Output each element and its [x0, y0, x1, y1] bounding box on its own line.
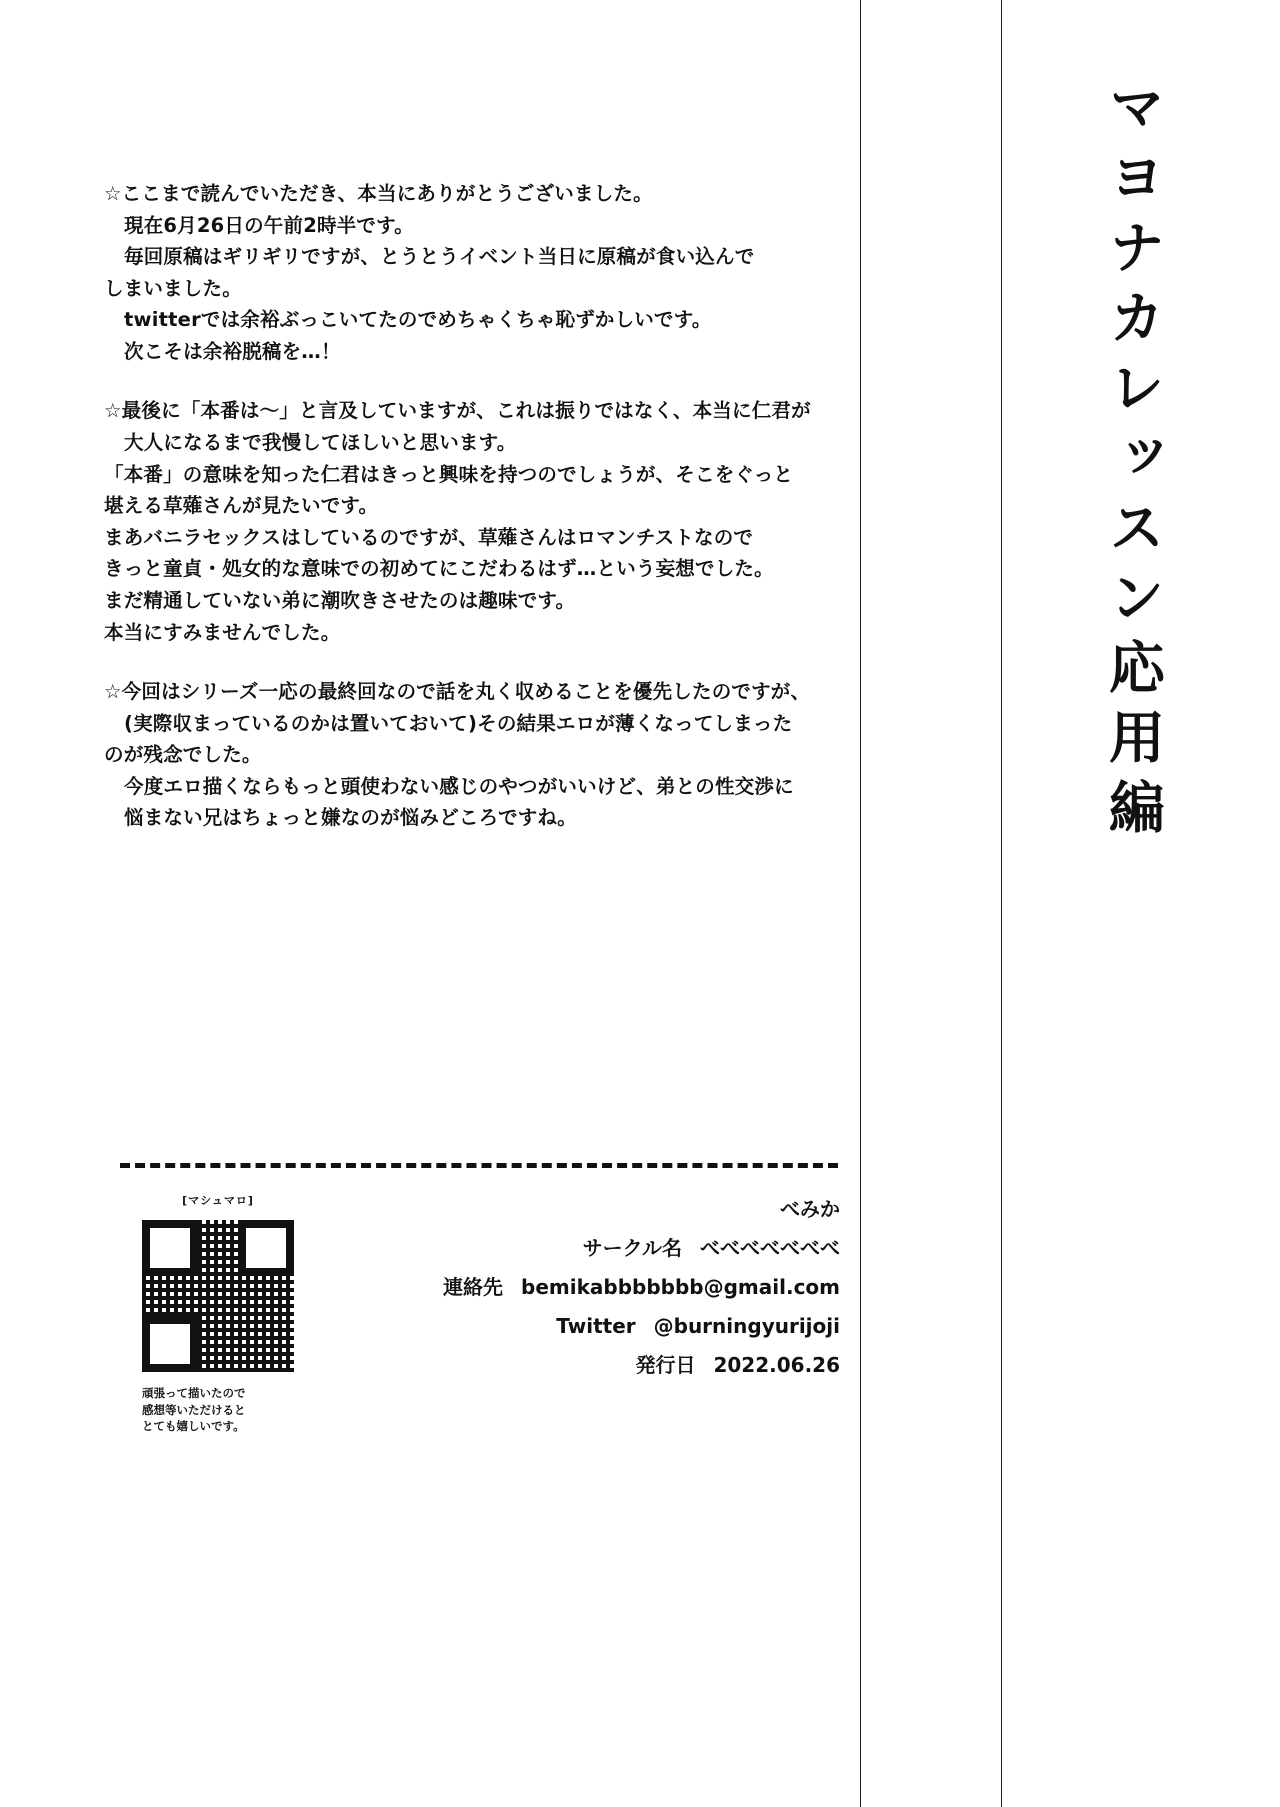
- afterword-line: 本当にすみませんでした。: [104, 620, 341, 644]
- marshmallow-note-line: 感想等いただけると: [142, 1402, 246, 1417]
- page-title: マヨナカレッスン応用編: [1100, 78, 1165, 848]
- afterword-line: twitterでは余裕ぶっこいてたのでめちゃくちゃ恥ずかしいです。: [124, 308, 712, 332]
- circle-name: べべべべべべべ: [700, 1236, 840, 1260]
- afterword-paragraph: [104, 676, 864, 834]
- twitter-row: [430, 1307, 840, 1346]
- afterword-line: まあバニラセックスはしているのですが、草薙さんはロマンチストなので: [104, 525, 754, 549]
- contact-label: 連絡先: [443, 1275, 504, 1299]
- twitter-handle[interactable]: @burningyurijoji: [653, 1314, 840, 1338]
- afterword-line: ☆最後に「本番は〜」と言及していますが、これは振りではなく、本当に仁君が: [104, 399, 811, 423]
- contact-row: [430, 1268, 840, 1307]
- date-label: 発行日: [635, 1353, 696, 1377]
- qr-finder-bottom-left: [142, 1316, 198, 1372]
- afterword-line: しまいました。: [104, 276, 242, 300]
- marshmallow-note: [128, 1385, 308, 1435]
- colophon: [430, 1190, 840, 1385]
- afterword-line: 今度エロ描くならもっと頭使わない感じのやつがいいけど、弟との性交渉に: [124, 774, 794, 798]
- vertical-rule-right: [1001, 0, 1002, 1807]
- afterword-line: まだ精通していない弟に潮吹きさせたのは趣味です。: [104, 588, 576, 612]
- afterword-line: 毎回原稿はギリギリですが、とうとうイベント当日に原稿が食い込んで: [124, 245, 755, 269]
- afterword-line: (実際収まっているのかは置いておいて)その結果エロが薄くなってしまった: [124, 711, 793, 735]
- section-divider: [120, 1163, 838, 1168]
- afterword-paragraph: [104, 395, 864, 648]
- marshmallow-label: [マシュマロ]: [182, 1194, 254, 1207]
- date-value: 2022.06.26: [713, 1353, 840, 1377]
- author-name: べみか: [780, 1197, 840, 1221]
- circle-label: サークル名: [582, 1236, 682, 1260]
- circle-row: [430, 1229, 840, 1268]
- contact-email[interactable]: bemikabbbbbbb@gmail.com: [521, 1275, 840, 1299]
- marshmallow-note-line: とても嬉しいです。: [142, 1419, 245, 1434]
- afterword-line: のが残念でした。: [104, 743, 262, 767]
- afterword-line: 堪える草薙さんが見たいです。: [104, 494, 379, 518]
- marshmallow-note-line: 頑張って描いたので: [142, 1386, 246, 1400]
- afterword-line: ☆ここまで読んでいただき、本当にありがとうございました。: [104, 182, 653, 205]
- marshmallow-qr-block: [128, 1192, 308, 1435]
- afterword-paragraph: [104, 178, 864, 367]
- afterword-line: ☆今回はシリーズ一応の最終回なので話を丸く収めることを優先したのですが、: [104, 680, 811, 704]
- afterword-line: 大人になるまで我慢してほしいと思います。: [124, 431, 517, 455]
- afterword-line: 「本番」の意味を知った仁君はきっと興味を持つのでしょうが、そこをぐっと: [104, 462, 794, 486]
- afterword-line: 現在6月26日の午前2時半です。: [124, 213, 414, 237]
- afterword-line: 悩まない兄はちょっと嫌なのが悩みどころですね。: [124, 806, 577, 830]
- afterword-line: きっと童貞・処女的な意味での初めてにこだわるはず…という妄想でした。: [104, 557, 774, 581]
- twitter-label: Twitter: [556, 1314, 636, 1338]
- afterword-line: 次こそは余裕脱稿を…！: [124, 339, 341, 363]
- date-row: [430, 1346, 840, 1385]
- afterword-text: [104, 178, 864, 834]
- qr-code-icon[interactable]: [139, 1217, 297, 1375]
